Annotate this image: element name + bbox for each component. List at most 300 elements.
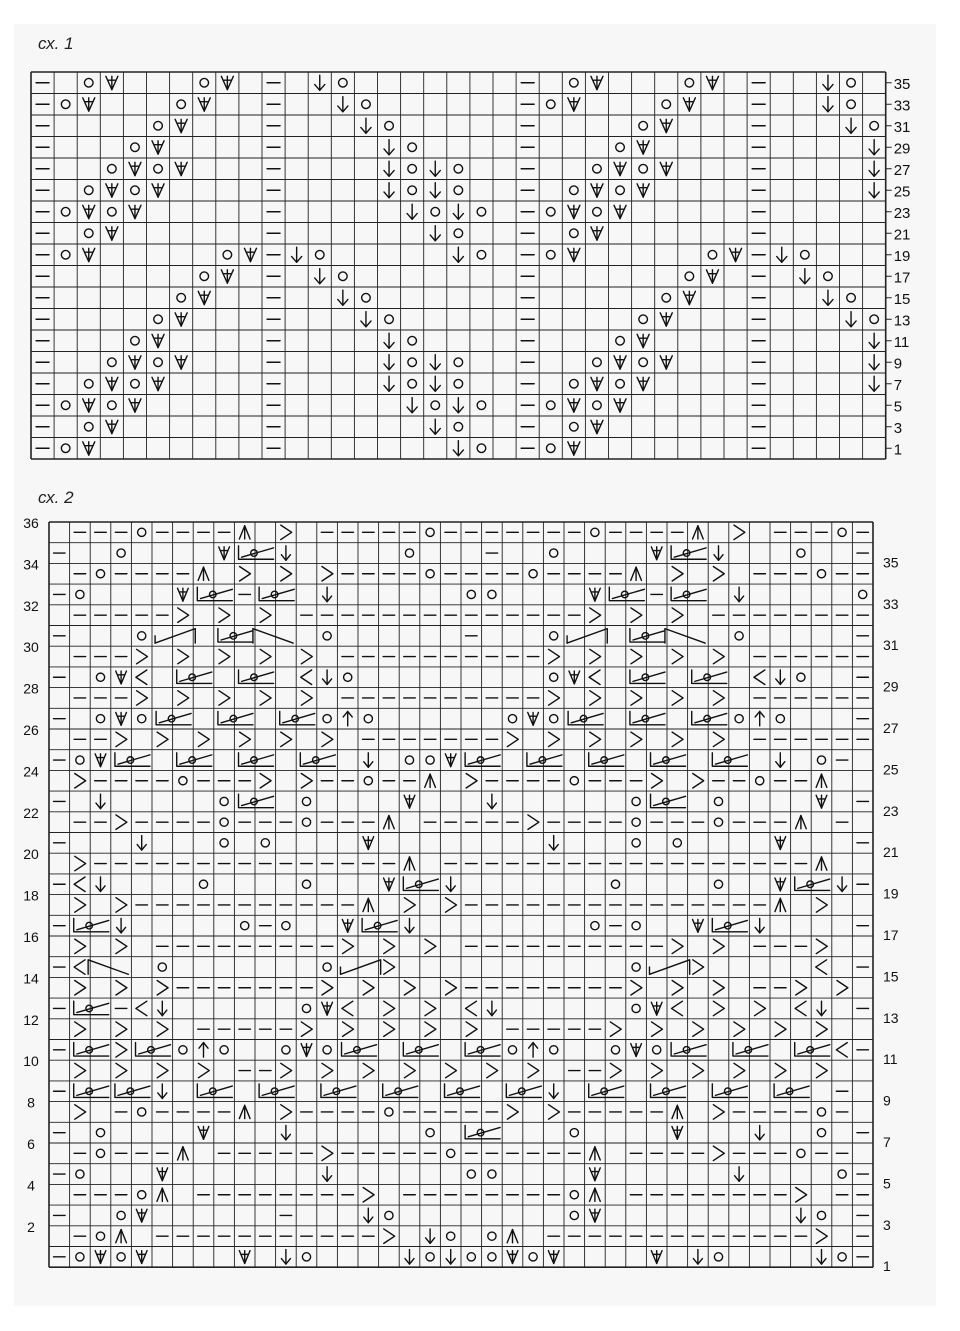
cable-bracket-symbol xyxy=(692,711,727,724)
cross-left-symbol xyxy=(136,670,147,684)
cable-bracket-symbol xyxy=(795,1043,830,1056)
cross-right-symbol xyxy=(590,649,601,663)
increase-symbol xyxy=(178,1147,189,1160)
cable-bracket-symbol xyxy=(218,711,253,724)
row-number-left: 30 xyxy=(23,639,39,656)
row-number-right: 25 xyxy=(893,183,911,201)
cross-right-symbol xyxy=(363,981,374,995)
yarn-over-symbol xyxy=(488,1170,496,1178)
yarn-over-symbol xyxy=(653,1046,661,1054)
cross-right-symbol xyxy=(549,732,560,746)
increase-symbol xyxy=(816,857,827,870)
arrow-down-symbol xyxy=(323,1167,332,1181)
arrow-down-symbol xyxy=(137,836,146,850)
cable-bracket-symbol xyxy=(403,1043,438,1056)
cable-bracket-symbol xyxy=(300,753,335,766)
decrease-symbol xyxy=(136,1209,147,1222)
increase-symbol xyxy=(239,1105,250,1118)
yarn-over-symbol xyxy=(714,880,722,888)
row-number-right: 33 xyxy=(883,595,899,612)
yarn-over-symbol xyxy=(96,715,104,723)
yarn-over-symbol xyxy=(735,715,743,723)
yarn-over-symbol xyxy=(632,963,640,971)
row-number-right: 7 xyxy=(883,1134,891,1150)
yarn-over-symbol xyxy=(364,715,372,723)
arrow-down-symbol xyxy=(817,1250,826,1264)
cross-right-symbol xyxy=(425,1022,436,1036)
cross-right-symbol xyxy=(363,1188,374,1202)
cable-bracket-symbol xyxy=(74,1084,109,1097)
row-number-left: 26 xyxy=(23,722,39,738)
decrease-symbol xyxy=(590,1209,601,1222)
cross-right-symbol xyxy=(610,1063,621,1077)
arrow-down-symbol xyxy=(838,877,847,891)
yarn-over-symbol xyxy=(797,1149,805,1157)
cross-right-symbol xyxy=(590,732,601,746)
cable-bracket-symbol xyxy=(362,918,397,931)
cable-bracket-symbol xyxy=(589,1084,624,1097)
cross-right-symbol xyxy=(75,1105,86,1119)
yarn-over-symbol xyxy=(323,1046,331,1054)
yarn-over-symbol xyxy=(817,1129,825,1137)
cross-right-symbol xyxy=(384,1022,395,1036)
cross-right-symbol xyxy=(446,898,457,912)
yarn-over-symbol xyxy=(385,1108,393,1116)
decrease-symbol xyxy=(136,1251,147,1264)
increase-symbol xyxy=(672,1105,683,1118)
increase-symbol xyxy=(631,567,642,580)
decrease-symbol xyxy=(775,878,786,891)
cross-right-symbol xyxy=(713,939,724,953)
yarn-over-symbol xyxy=(632,922,640,930)
yarn-over-symbol xyxy=(550,673,558,681)
cable-bracket-symbol xyxy=(321,1084,356,1097)
cross-right-symbol xyxy=(75,1063,86,1077)
yarn-over-symbol xyxy=(508,1046,516,1054)
yarn-over-symbol xyxy=(344,673,352,681)
cable-bracket-symbol xyxy=(403,877,438,890)
yarn-over-symbol xyxy=(76,1170,84,1178)
decrease-symbol xyxy=(363,837,374,850)
cross-right-symbol xyxy=(693,774,704,788)
wide-cable-right-symbol xyxy=(567,629,607,643)
cross-right-symbol xyxy=(816,939,827,953)
cable-bracket-symbol xyxy=(239,794,274,807)
yarn-over-symbol xyxy=(117,1211,125,1219)
cross-left-symbol xyxy=(136,1001,147,1015)
yarn-over-symbol xyxy=(405,756,413,764)
cable-bracket-symbol xyxy=(259,587,294,600)
cross-right-symbol xyxy=(590,691,601,705)
cable-bracket-symbol xyxy=(527,753,562,766)
cross-right-symbol xyxy=(281,732,292,746)
row-number-right: 9 xyxy=(893,355,903,373)
yarn-over-symbol xyxy=(550,549,558,557)
cross-right-symbol xyxy=(816,1022,827,1036)
cross-right-symbol xyxy=(446,1063,457,1077)
cable-bracket-symbol xyxy=(651,794,686,807)
increase-symbol xyxy=(116,1230,127,1243)
cross-right-symbol xyxy=(549,691,560,705)
cross-right-symbol xyxy=(178,608,189,622)
increase-symbol xyxy=(590,1147,601,1160)
yarn-over-symbol xyxy=(817,1211,825,1219)
cross-right-symbol xyxy=(301,774,312,788)
row-number-right: 1 xyxy=(883,1258,891,1275)
cross-right-symbol xyxy=(157,732,168,746)
cross-right-symbol xyxy=(301,649,312,663)
cross-left-symbol xyxy=(816,960,827,974)
cross-right-symbol xyxy=(652,1063,663,1077)
cross-right-symbol xyxy=(322,1146,333,1160)
yarn-over-symbol xyxy=(735,632,743,640)
cross-right-symbol xyxy=(75,774,86,788)
yarn-over-symbol xyxy=(570,1129,578,1137)
yarn-over-symbol xyxy=(714,1253,722,1261)
row-number-right: 29 xyxy=(883,678,899,695)
yarn-over-symbol xyxy=(117,549,125,557)
cross-right-symbol xyxy=(75,981,86,995)
arrow-down-symbol xyxy=(117,918,126,932)
cross-right-symbol xyxy=(198,732,209,746)
yarn-over-symbol xyxy=(179,1046,187,1054)
yarn-over-symbol xyxy=(714,797,722,805)
cross-right-symbol xyxy=(219,608,230,622)
cable-bracket-symbol xyxy=(733,1043,768,1056)
decrease-symbol xyxy=(816,795,827,808)
cross-right-symbol xyxy=(384,1229,395,1243)
cross-right-symbol xyxy=(116,1043,127,1057)
cable-bracket-symbol xyxy=(197,1084,232,1097)
cable-bracket-symbol xyxy=(651,1084,686,1097)
wide-cable-right-symbol xyxy=(155,629,195,643)
cross-right-symbol xyxy=(713,1001,724,1015)
cross-right-symbol xyxy=(281,525,292,539)
decrease-symbol xyxy=(507,1251,518,1264)
cross-right-symbol xyxy=(137,691,148,705)
yarn-over-symbol xyxy=(488,590,496,598)
cross-right-symbol xyxy=(631,981,642,995)
cable-bracket-symbol xyxy=(136,1043,171,1056)
arrow-down-symbol xyxy=(281,1125,290,1139)
cross-right-symbol xyxy=(631,691,642,705)
yarn-over-symbol xyxy=(508,715,516,723)
arrow-down-symbol xyxy=(735,1167,744,1181)
decrease-symbol xyxy=(651,1251,662,1264)
row-number-right: 23 xyxy=(893,204,911,222)
decrease-symbol xyxy=(590,588,601,601)
decrease-symbol xyxy=(651,1002,662,1015)
arrow-down-symbol xyxy=(693,1250,702,1264)
arrow-up-symbol xyxy=(199,1043,208,1057)
cable-bracket-symbol xyxy=(630,711,665,724)
increase-symbol xyxy=(157,1188,168,1201)
arrow-up-symbol xyxy=(755,711,764,725)
yarn-over-symbol xyxy=(591,922,599,930)
row-number-right: 35 xyxy=(893,75,911,93)
yarn-over-symbol xyxy=(797,549,805,557)
yarn-over-symbol xyxy=(302,1004,310,1012)
cross-right-symbol xyxy=(301,691,312,705)
cross-right-symbol xyxy=(590,608,601,622)
arrow-down-symbol xyxy=(755,918,764,932)
yarn-over-symbol xyxy=(611,1046,619,1054)
yarn-over-symbol xyxy=(467,590,475,598)
cross-right-symbol xyxy=(507,1105,518,1119)
yarn-over-symbol xyxy=(323,715,331,723)
decrease-symbol xyxy=(590,1168,601,1181)
cross-right-symbol xyxy=(796,981,807,995)
cross-right-symbol xyxy=(672,981,683,995)
yarn-over-symbol xyxy=(488,1253,496,1261)
cross-right-symbol xyxy=(693,1063,704,1077)
cable-bracket-symbol xyxy=(197,587,232,600)
cross-right-symbol xyxy=(755,1001,766,1015)
cross-right-symbol xyxy=(157,981,168,995)
cable-bracket-symbol xyxy=(465,1043,500,1056)
yarn-over-symbol xyxy=(776,715,784,723)
cross-right-symbol xyxy=(713,691,724,705)
row-number-right: 15 xyxy=(883,968,899,985)
cable-bracket-symbol xyxy=(259,1084,294,1097)
cable-bracket-symbol xyxy=(383,1084,418,1097)
arrow-down-symbol xyxy=(281,1250,290,1264)
increase-symbol xyxy=(404,857,415,870)
cable-bracket-symbol xyxy=(74,1043,109,1056)
row-number-left: 32 xyxy=(23,597,39,614)
yarn-over-symbol xyxy=(302,1253,310,1261)
yarn-over-symbol xyxy=(529,1253,537,1261)
cross-right-symbol xyxy=(157,1022,168,1036)
row-number-right: 31 xyxy=(893,118,911,136)
arrow-down-symbol xyxy=(426,1229,435,1243)
cross-left-symbol xyxy=(836,1043,847,1057)
decrease-symbol xyxy=(239,1251,250,1264)
cable-bracket-symbol xyxy=(465,753,500,766)
cable-bracket-symbol xyxy=(177,670,212,683)
cross-right-symbol xyxy=(693,960,704,974)
cross-right-symbol xyxy=(75,898,86,912)
cross-left-symbol xyxy=(466,1001,477,1015)
cross-right-symbol xyxy=(116,939,127,953)
cross-right-symbol xyxy=(240,567,251,581)
row-number-right: 13 xyxy=(883,1009,899,1026)
arrow-down-symbol xyxy=(364,1208,373,1222)
decrease-symbol xyxy=(651,547,662,560)
decrease-symbol xyxy=(631,1044,642,1057)
row-number-left: 4 xyxy=(27,1177,35,1194)
cable-bracket-symbol xyxy=(671,587,706,600)
cross-right-symbol xyxy=(116,981,127,995)
cable-bracket-symbol xyxy=(774,1084,809,1097)
wide-cable-left-symbol xyxy=(665,629,705,643)
cross-right-symbol xyxy=(178,649,189,663)
cross-right-symbol xyxy=(219,649,230,663)
row-number-right: 21 xyxy=(893,226,911,244)
cross-right-symbol xyxy=(837,981,848,995)
yarn-over-symbol xyxy=(138,1191,146,1199)
arrow-down-symbol xyxy=(487,794,496,808)
yarn-over-symbol xyxy=(488,1232,496,1240)
row-number-right: 3 xyxy=(893,419,903,437)
yarn-over-symbol xyxy=(323,963,331,971)
arrow-up-symbol xyxy=(529,1043,538,1057)
cross-right-symbol xyxy=(198,1063,209,1077)
cross-right-symbol xyxy=(343,1022,354,1036)
cross-right-symbol xyxy=(816,898,827,912)
cross-right-symbol xyxy=(652,1022,663,1036)
increase-symbol xyxy=(693,526,704,539)
yarn-over-symbol xyxy=(302,880,310,888)
row-number-right: 5 xyxy=(883,1175,891,1192)
row-number-right: 35 xyxy=(883,554,899,571)
yarn-over-symbol xyxy=(323,632,331,640)
yarn-over-symbol xyxy=(838,1170,846,1178)
yarn-over-symbol xyxy=(838,1253,846,1261)
arrow-down-symbol xyxy=(405,1250,414,1264)
row-number-right: 1 xyxy=(893,441,903,459)
row-number-right: 9 xyxy=(883,1092,891,1109)
row-number-left: 16 xyxy=(23,929,39,945)
cable-bracket-symbol xyxy=(239,753,274,766)
cross-right-symbol xyxy=(322,567,333,581)
cross-right-symbol xyxy=(713,732,724,746)
arrow-down-symbol xyxy=(323,587,332,601)
yarn-over-symbol xyxy=(426,1253,434,1261)
cable-bracket-symbol xyxy=(671,546,706,559)
decrease-symbol xyxy=(198,1126,209,1139)
row-number-right: 25 xyxy=(883,761,899,778)
cross-right-symbol xyxy=(466,1022,477,1036)
yarn-over-symbol xyxy=(550,632,558,640)
decrease-symbol xyxy=(569,671,580,684)
arrow-down-symbol xyxy=(776,670,785,684)
cross-right-symbol xyxy=(260,774,271,788)
increase-symbol xyxy=(363,898,374,911)
yarn-over-symbol xyxy=(467,1253,475,1261)
cross-right-symbol xyxy=(322,1063,333,1077)
cable-bracket-symbol xyxy=(795,877,830,890)
yarn-over-symbol xyxy=(241,922,249,930)
yarn-over-symbol xyxy=(570,1211,578,1219)
cable-bracket-symbol xyxy=(609,587,644,600)
row-number-left: 24 xyxy=(23,763,39,780)
yarn-over-symbol xyxy=(570,1191,578,1199)
yarn-over-symbol xyxy=(261,839,269,847)
increase-symbol xyxy=(198,567,209,580)
cable-bracket-symbol xyxy=(342,1043,377,1056)
cross-right-symbol xyxy=(116,1063,127,1077)
arrow-down-symbol xyxy=(158,1084,167,1098)
arrow-down-symbol xyxy=(96,794,105,808)
cable-bracket-symbol xyxy=(712,753,747,766)
cross-right-symbol xyxy=(260,608,271,622)
yarn-over-symbol xyxy=(96,1232,104,1240)
arrow-down-symbol xyxy=(817,1001,826,1015)
cross-right-symbol xyxy=(157,1063,168,1077)
cross-right-symbol xyxy=(363,1063,374,1077)
yarn-over-symbol xyxy=(96,1129,104,1137)
cross-right-symbol xyxy=(116,898,127,912)
arrow-down-symbol xyxy=(96,877,105,891)
yarn-over-symbol xyxy=(138,715,146,723)
cross-right-symbol xyxy=(775,1063,786,1077)
arrow-down-symbol xyxy=(796,1208,805,1222)
cross-right-symbol xyxy=(816,1229,827,1243)
cross-right-symbol xyxy=(672,608,683,622)
cross-right-symbol xyxy=(446,981,457,995)
row-number-right: 15 xyxy=(893,290,911,308)
cable-bracket-symbol xyxy=(630,670,665,683)
arrow-down-symbol xyxy=(323,670,332,684)
yarn-over-symbol xyxy=(138,632,146,640)
decrease-symbol xyxy=(693,919,704,932)
cross-right-symbol xyxy=(75,939,86,953)
arrow-down-symbol xyxy=(487,1001,496,1015)
yarn-over-symbol xyxy=(220,839,228,847)
yarn-over-symbol xyxy=(611,880,619,888)
increase-symbol xyxy=(775,898,786,911)
cable-bracket-symbol xyxy=(74,918,109,931)
yarn-over-symbol xyxy=(76,756,84,764)
row-number-left: 6 xyxy=(27,1136,35,1152)
arrow-down-symbol xyxy=(714,546,723,560)
cross-right-symbol xyxy=(404,898,415,912)
cross-right-symbol xyxy=(549,649,560,663)
decrease-symbol xyxy=(404,795,415,808)
wide-cable-right-symbol xyxy=(340,960,380,974)
arrow-down-symbol xyxy=(405,918,414,932)
yarn-over-symbol xyxy=(426,1129,434,1137)
cross-left-symbol xyxy=(795,1001,806,1015)
cross-right-symbol xyxy=(693,1022,704,1036)
row-number-left: 8 xyxy=(27,1094,35,1111)
decrease-symbol xyxy=(301,1044,312,1057)
cross-right-symbol xyxy=(384,960,395,974)
yarn-over-symbol xyxy=(405,549,413,557)
cable-bracket-symbol xyxy=(712,918,747,931)
cross-right-symbol xyxy=(796,1188,807,1202)
arrow-down-symbol xyxy=(549,1084,558,1098)
cable-bracket-symbol xyxy=(651,753,686,766)
yarn-over-symbol xyxy=(632,1004,640,1012)
yarn-over-symbol xyxy=(817,756,825,764)
increase-symbol xyxy=(796,816,807,829)
decrease-symbol xyxy=(384,878,395,891)
arrow-down-symbol xyxy=(281,546,290,560)
yarn-over-symbol xyxy=(220,1046,228,1054)
cross-left-symbol xyxy=(754,670,765,684)
yarn-over-symbol xyxy=(426,756,434,764)
yarn-over-symbol xyxy=(199,880,207,888)
cross-right-symbol xyxy=(281,567,292,581)
decrease-symbol xyxy=(178,588,189,601)
arrow-down-symbol xyxy=(446,1250,455,1264)
cross-right-symbol xyxy=(322,981,333,995)
cross-right-symbol xyxy=(672,649,683,663)
yarn-over-symbol xyxy=(138,528,146,536)
yarn-over-symbol xyxy=(632,797,640,805)
decrease-symbol xyxy=(322,1002,333,1015)
cross-right-symbol xyxy=(528,815,539,829)
decrease-symbol xyxy=(672,1126,683,1139)
row-number-right: 33 xyxy=(893,97,911,115)
yarn-over-symbol xyxy=(385,1211,393,1219)
yarn-over-symbol xyxy=(76,590,84,598)
cable-bracket-symbol xyxy=(115,1084,150,1097)
yarn-over-symbol xyxy=(302,797,310,805)
cable-bracket-symbol xyxy=(74,1001,109,1014)
